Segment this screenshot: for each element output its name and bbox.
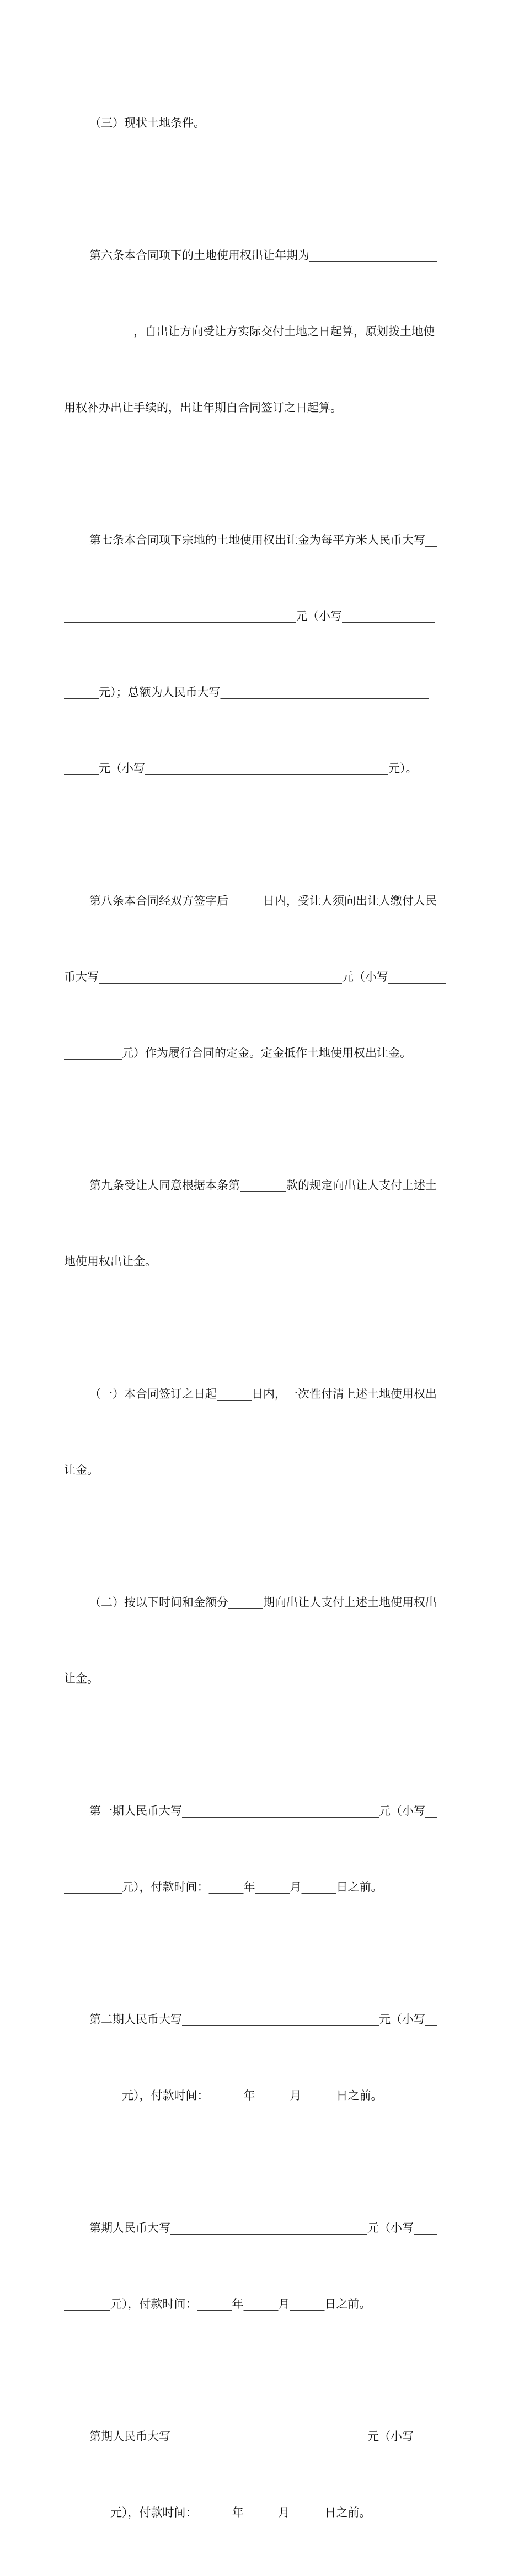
text-line: （二）按以下时间和金额分______期向出让人支付上述土地使用权出	[89, 1596, 437, 1609]
text-line: 第一期人民币大写__________________________________元（小写__	[89, 1804, 437, 1818]
paragraph-article-7	[64, 477, 459, 832]
paragraph-option-1	[64, 1330, 459, 1533]
text-line: ______元（小写__________________________________________元）。	[64, 762, 418, 775]
paragraph-article-8	[64, 837, 459, 1116]
document-page	[64, 60, 459, 2576]
paragraph-option-2	[64, 1539, 459, 1742]
paragraph-installment-1	[64, 1747, 459, 1950]
text-line: 用权补办出让手续的，出让年期自合同签订之日起算。	[64, 401, 342, 414]
paragraph-article-6	[64, 192, 459, 471]
text-line: 第期人民币大写__________________________________元（小写____	[89, 2221, 437, 2235]
paragraph-current-land-condition	[64, 60, 459, 186]
text-line: ____________，自出让方向受让方实际交付土地之日起算，原划拨土地使	[64, 325, 435, 338]
text-line: 第九条受让人同意根据本条第________款的规定向出让人支付上述土	[89, 1179, 437, 1192]
text-line: 让金。	[64, 1672, 99, 1685]
text-line: ______元）；总额为人民币大写____________________________________	[64, 686, 429, 699]
text-line: ________元），付款时间：______年______月______日之前。	[64, 2506, 371, 2519]
text-line: （一）本合同签订之日起______日内，一次性付清上述土地使用权出	[89, 1387, 437, 1401]
paragraph-installment-m	[64, 2373, 459, 2576]
text-line: 让金。	[64, 1463, 99, 1477]
paragraph-installment-n	[64, 2165, 459, 2367]
text-line: 币大写__________________________________________元（小写__________	[64, 970, 446, 984]
paragraph-article-9	[64, 1122, 459, 1325]
text-line: ________元），付款时间：______年______月______日之前。	[64, 2297, 371, 2311]
text-line: __________元），付款时间：______年______月______日之前。	[64, 2089, 383, 2102]
paragraph-installment-2	[64, 1956, 459, 2159]
text-line: 第八条本合同经双方签字后______日内，受让人须向出让人缴付人民	[89, 894, 437, 907]
text-line: ________________________________________元（小写________________	[64, 610, 435, 623]
text-line: 地使用权出让金。	[64, 1255, 157, 1268]
text-line: 第期人民币大写__________________________________元（小写____	[89, 2430, 437, 2443]
text-line: 第二期人民币大写__________________________________元（小写__	[89, 2013, 437, 2026]
text-line: __________元）作为履行合同的定金。定金抵作土地使用权出让金。	[64, 1046, 411, 1060]
text-line: （三）现状土地条件。	[89, 116, 205, 130]
text-line: 第六条本合同项下的土地使用权出让年期为______________________	[89, 249, 437, 262]
text-line: 第七条本合同项下宗地的土地使用权出让金为每平方米人民币大写__	[89, 533, 437, 547]
text-line: __________元），付款时间：______年______月______日之前。	[64, 1880, 383, 1894]
